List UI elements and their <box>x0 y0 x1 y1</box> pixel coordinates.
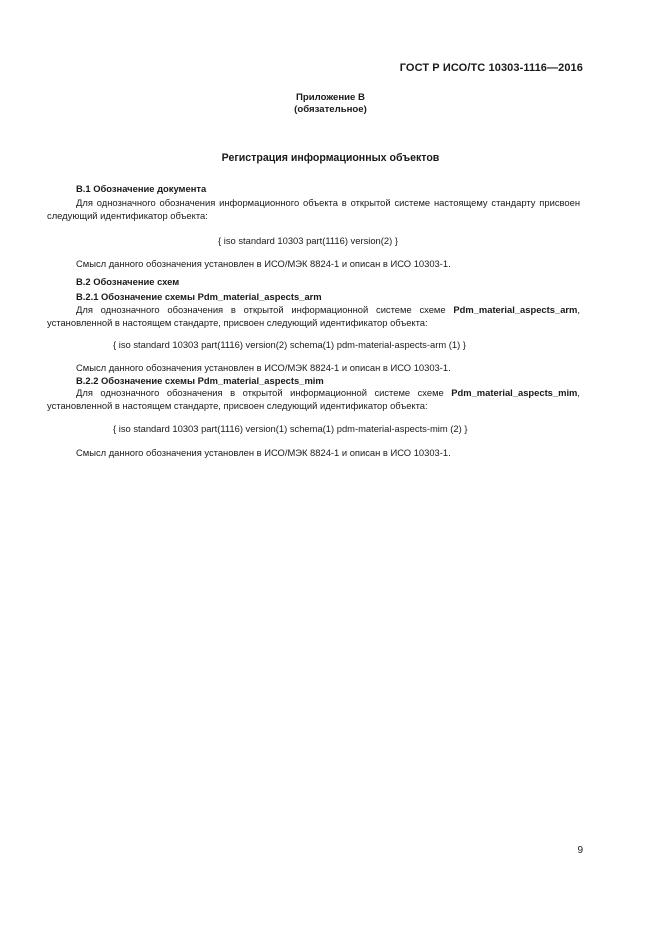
section-b21-paragraph <box>47 303 580 329</box>
section-b2-heading: В.2 Обозначение схем <box>76 276 180 287</box>
section-b1-heading: В.1 Обозначение документа <box>76 183 207 194</box>
section-b1-meaning: Смысл данного обозначения установлен в ИСО/МЭК 8824-1 и описан в ИСО 10303-1. <box>76 258 451 269</box>
appendix-title: Приложение В <box>296 92 365 103</box>
section-b22-para-end: , установленной в настоящем стандарте, присвоен следующий идентификатор объекта: <box>47 387 580 411</box>
section-b1-paragraph: Для однозначного обозначения информационного объекта в открытой системе настоящему стандарту присвоен следующий идентификатор объекта: <box>47 197 580 221</box>
section-b22-meaning: Смысл данного обозначения установлен в ИСО/МЭК 8824-1 и описан в ИСО 10303-1. <box>76 447 451 458</box>
section-b1-identifier: { iso standard 10303 part(1116) version(2) } <box>218 235 398 246</box>
appendix-main-title: Регистрация информационных объектов <box>221 152 440 164</box>
section-b22-paragraph <box>47 386 580 412</box>
section-b21-para-start: Для однозначного обозначения в открытой информационной системе схеме <box>76 304 454 315</box>
section-b22-schema-name: Pdm_material_aspects_mim <box>451 387 578 398</box>
section-b21-para-end: , установленной в настоящем стандарте, присвоен следующий идентификатор объекта: <box>47 304 580 328</box>
section-b22-para-start: Для однозначного обозначения в открытой информационной системе схеме <box>76 387 452 398</box>
page-number: 9 <box>577 845 583 856</box>
document-code-header: ГОСТ Р ИСО/ТС 10303-1116—2016 <box>399 62 583 74</box>
appendix-status: (обязательное) <box>294 104 367 115</box>
section-b21-schema-name: Pdm_material_aspects_arm <box>453 304 578 315</box>
section-b21-meaning: Смысл данного обозначения установлен в ИСО/МЭК 8824-1 и описан в ИСО 10303-1. <box>76 362 451 373</box>
section-b21-identifier: { iso standard 10303 part(1116) version(2) schema(1) pdm-material-aspects-arm (1) } <box>113 339 466 350</box>
section-b22-identifier: { iso standard 10303 part(1116) version(1) schema(1) pdm-material-aspects-mim (2) } <box>113 423 468 434</box>
section-b21-heading: В.2.1 Обозначение схемы Pdm_material_aspects_arm <box>76 291 322 302</box>
section-b22-heading: В.2.2 Обозначение схемы Pdm_material_aspects_mim <box>76 375 324 386</box>
